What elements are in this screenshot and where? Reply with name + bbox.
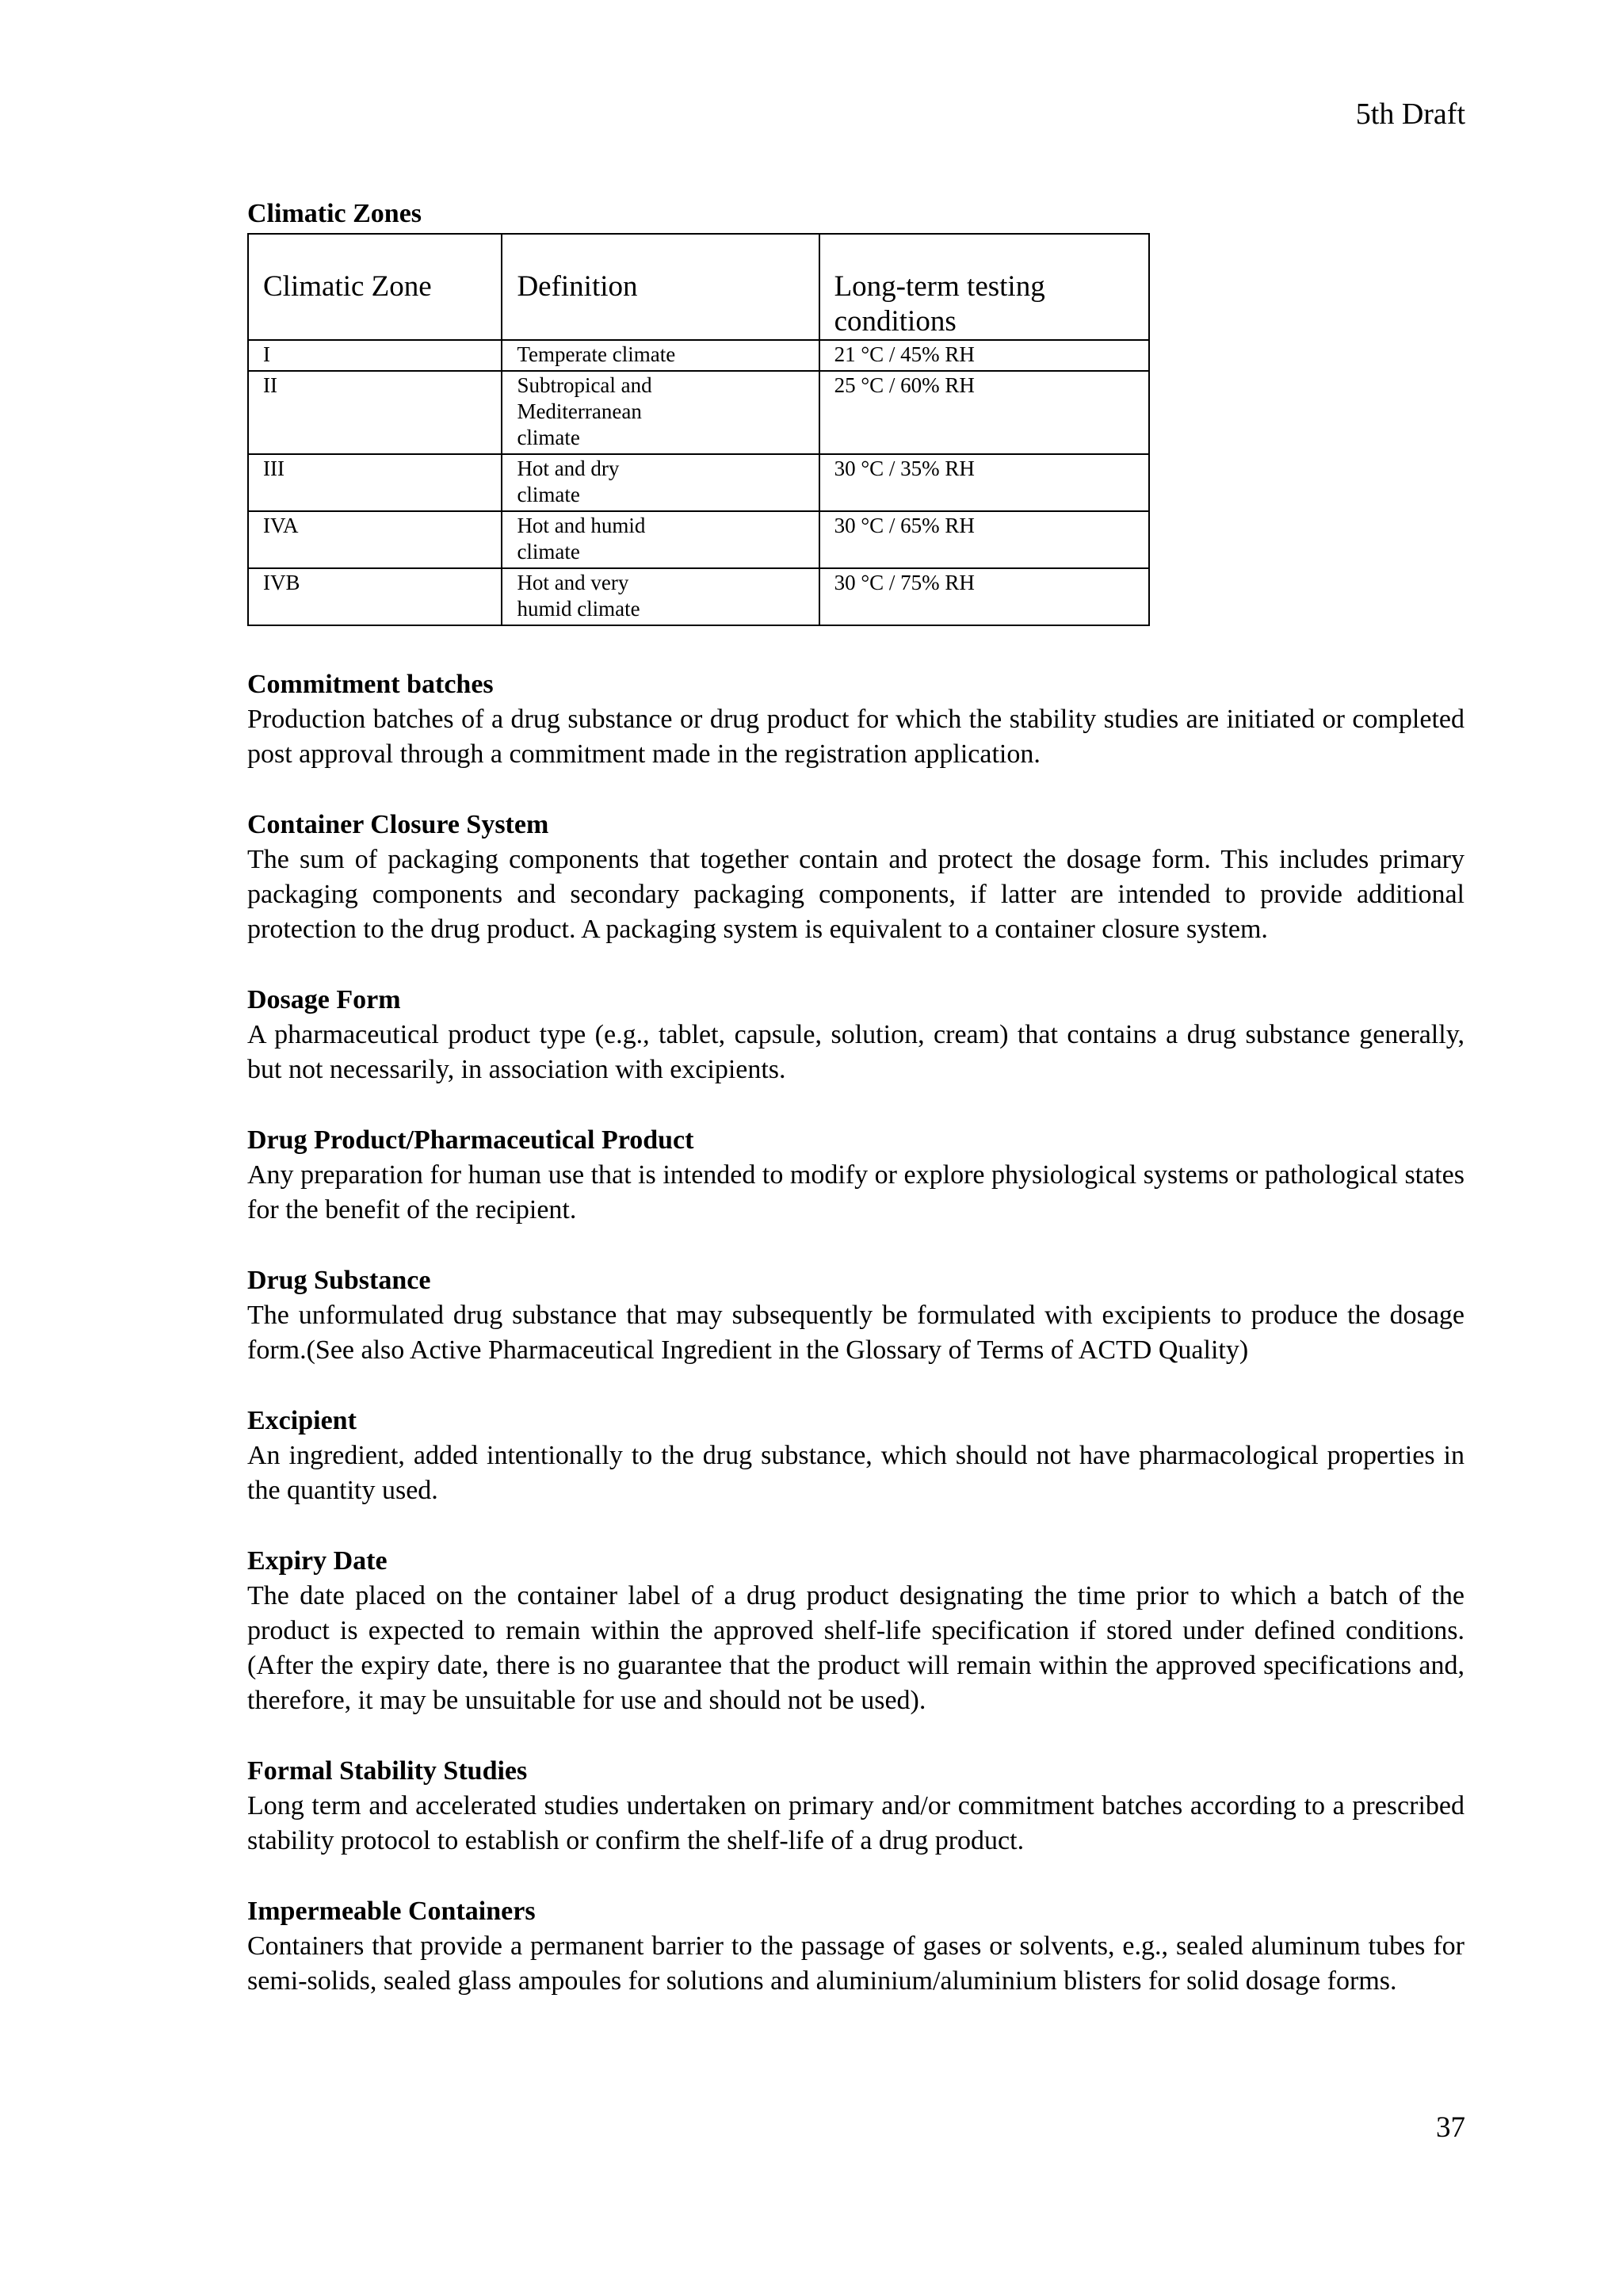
definition-formal-stability-studies [247, 1754, 1465, 1859]
definition-cell [502, 511, 819, 568]
definition-term: Drug Product/Pharmaceutical Product [247, 1125, 694, 1155]
definition-drug-product [247, 1123, 1465, 1228]
definition-cell [502, 371, 819, 454]
zone-cell: II [248, 371, 502, 454]
conditions-cell: 30 °C / 75% RH [819, 568, 1149, 625]
definition-cell [502, 340, 819, 371]
conditions-cell: 21 °C / 45% RH [819, 340, 1149, 371]
definition-term: Excipient [247, 1406, 357, 1435]
table-row [248, 340, 1149, 371]
climatic-zones-title: Climatic Zones [247, 199, 422, 228]
header-climatic-zone: Climatic Zone [248, 234, 502, 340]
definition-text: Hot and humid climate [517, 514, 646, 563]
definition-term: Formal Stability Studies [247, 1756, 528, 1786]
page-content [247, 197, 1465, 2034]
definition-body: Long term and accelerated studies undertaken on primary and/or commitment batches according to a prescribed stability protocol to establish or confirm the shelf-life of a drug product. [247, 1791, 1465, 1855]
definition-expiry-date [247, 1544, 1465, 1718]
definition-dosage-form [247, 983, 1465, 1087]
definition-body: An ingredient, added intentionally to the drug substance, which should not have pharmacological properties in the quantity used. [247, 1441, 1465, 1505]
definition-text: Hot and very humid climate [517, 571, 640, 621]
header-definition: Definition [502, 234, 819, 340]
table-row [248, 568, 1149, 625]
definition-text: Temperate climate [517, 342, 676, 366]
definition-text: Hot and dry climate [517, 457, 620, 506]
definition-body: The unformulated drug substance that may subsequently be formulated with excipients to produce the dosage form.(See also Active Pharmaceutical Ingredient in the Glossary of Terms of ACTD Quality) [247, 1301, 1465, 1365]
zone-cell: I [248, 340, 502, 371]
definition-body: A pharmaceutical product type (e.g., tablet, capsule, solution, cream) that contains a drug substance generally, but not necessarily, in association with excipients. [247, 1020, 1465, 1084]
table-row [248, 371, 1149, 454]
definition-term: Impermeable Containers [247, 1897, 536, 1926]
draft-label: 5th Draft [1355, 97, 1465, 131]
definition-text: Subtropical and Mediterranean climate [517, 373, 652, 449]
definition-term: Drug Substance [247, 1266, 431, 1295]
definition-term: Container Closure System [247, 810, 549, 839]
definition-impermeable-containers [247, 1894, 1465, 1999]
definition-cell [502, 454, 819, 511]
climatic-zones-table [247, 233, 1150, 626]
definition-commitment-batches [247, 667, 1465, 772]
definition-term: Commitment batches [247, 670, 494, 699]
definition-body: The sum of packaging components that together contain and protect the dosage form. This includes primary packaging components and secondary packaging components, if latter are intended to provide additional protection to the drug product. A packaging system is equivalent to a container closure system. [247, 845, 1465, 944]
conditions-cell: 30 °C / 65% RH [819, 511, 1149, 568]
page-number: 37 [1436, 2111, 1465, 2144]
table-row [248, 454, 1149, 511]
definition-term: Expiry Date [247, 1546, 388, 1576]
zone-cell: IVB [248, 568, 502, 625]
definition-body: The date placed on the container label of a drug product designating the time prior to which a batch of the product is expected to remain within the approved shelf-life specification if stored under defined conditions. (After the expiry date, there is no guarantee that the product will remain within the approved specifications and, therefore, it may be unsuitable for use and should not be used). [247, 1581, 1465, 1715]
definition-body: Any preparation for human use that is intended to modify or explore physiological systems or pathological states for the benefit of the recipient. [247, 1160, 1465, 1224]
zone-cell: IVA [248, 511, 502, 568]
definition-term: Dosage Form [247, 985, 401, 1014]
definition-cell [502, 568, 819, 625]
definition-excipient [247, 1404, 1465, 1508]
header-long-term-conditions: Long-term testing conditions [819, 234, 1149, 340]
zone-cell: III [248, 454, 502, 511]
definition-container-closure-system [247, 808, 1465, 947]
table-row [248, 511, 1149, 568]
table-header-row [248, 234, 1149, 340]
definition-drug-substance [247, 1263, 1465, 1368]
conditions-cell: 30 °C / 35% RH [819, 454, 1149, 511]
definition-body: Containers that provide a permanent barrier to the passage of gases or solvents, e.g., sealed aluminum tubes for semi-solids, sealed glass ampoules for solutions and aluminium/aluminium blisters for solid dosage forms. [247, 1931, 1465, 1996]
definition-body: Production batches of a drug substance or drug product for which the stability studies are initiated or completed post approval through a commitment made in the registration application. [247, 705, 1465, 769]
conditions-cell: 25 °C / 60% RH [819, 371, 1149, 454]
